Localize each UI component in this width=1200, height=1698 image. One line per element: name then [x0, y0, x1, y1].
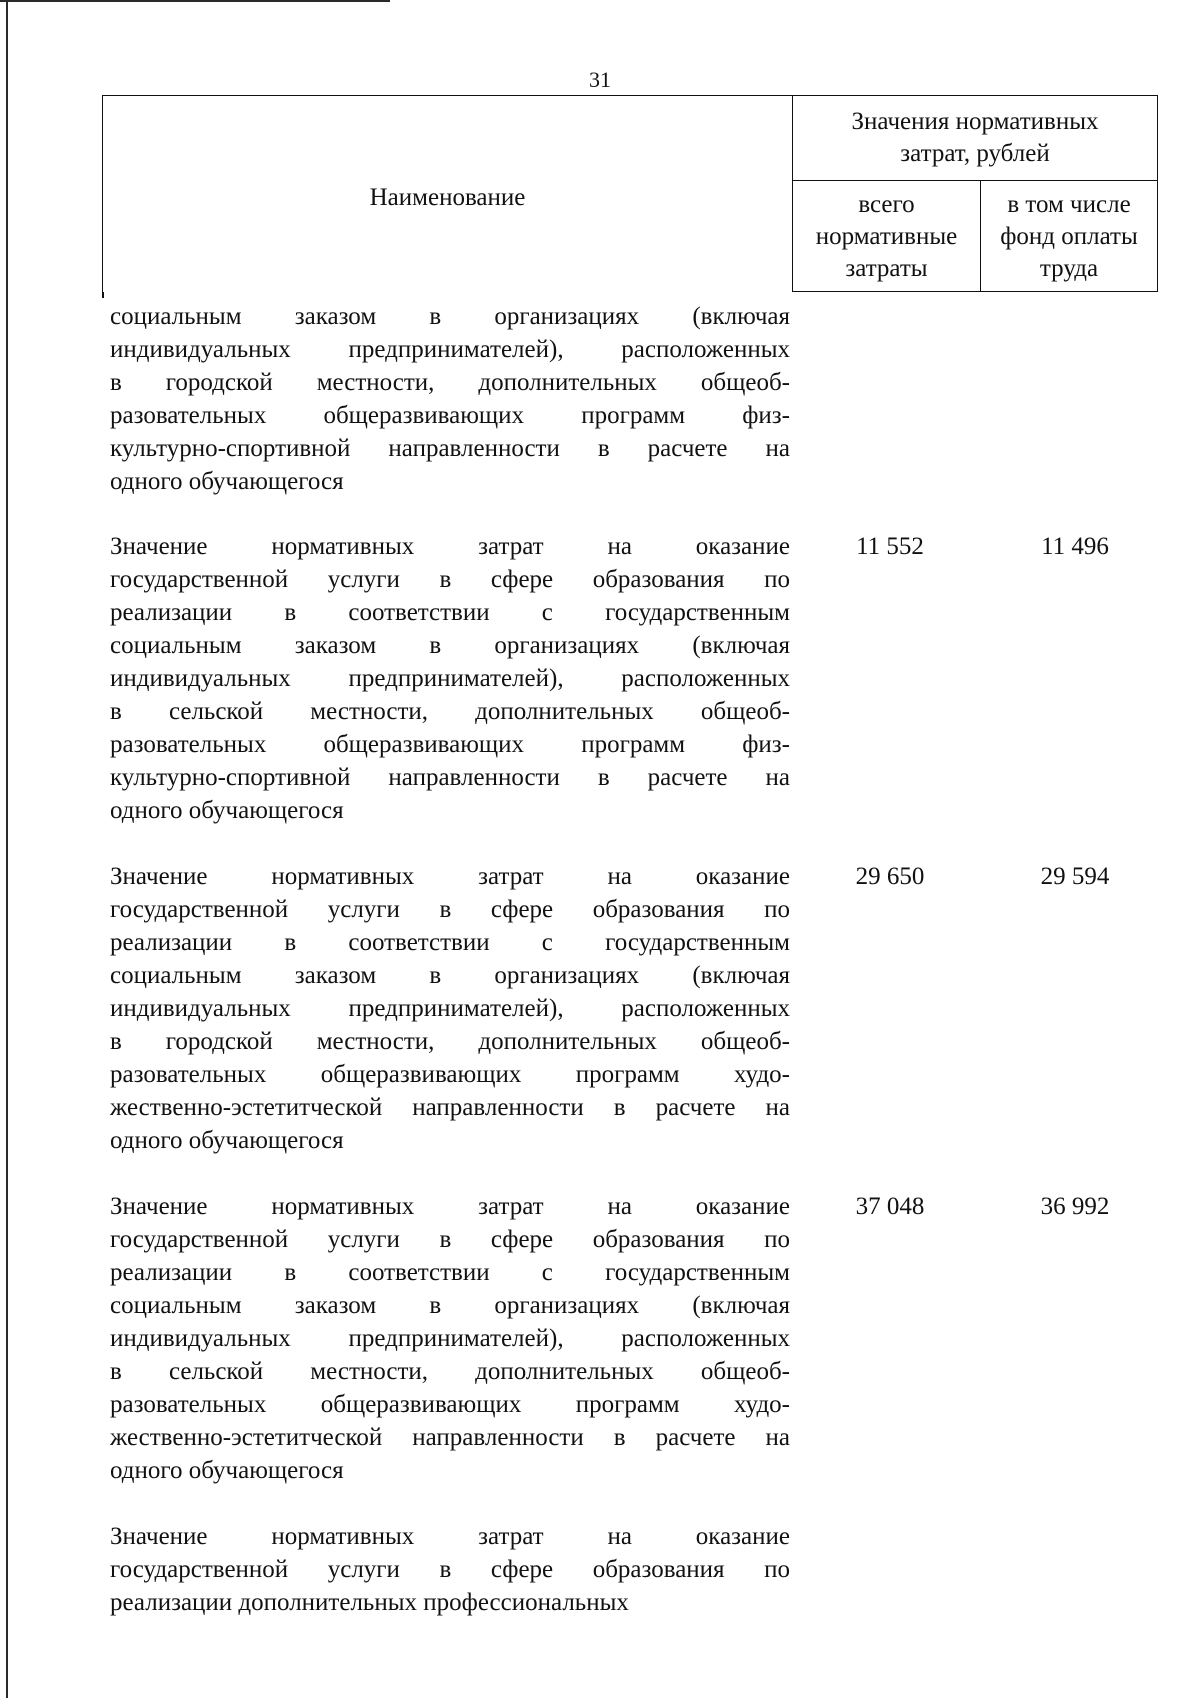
row-name-line: разовательных общеразвивающих программ физ-: [110, 731, 790, 758]
row-name-line: реализации дополнительных профессиональных: [110, 1589, 629, 1616]
row-name-line: жественно-эстетитческой направленности в расчете на: [110, 1424, 790, 1451]
row-name-text: [110, 860, 790, 1157]
row-name-line: разовательных общеразвивающих программ физ-: [110, 402, 790, 429]
table-header: [102, 95, 1158, 292]
total-header-line1: всего: [858, 191, 915, 218]
row-name-line: в городской местности, дополнительных общеоб-: [110, 1028, 790, 1055]
row-name-line: в городской местности, дополнительных общеоб-: [110, 369, 790, 396]
row-name-line: социальным заказом в организациях (включая: [110, 632, 790, 659]
row-name-line: государственной услуги в сфере образования по: [110, 1226, 790, 1253]
row-name-line: индивидуальных предпринимателей), расположенных: [110, 1325, 790, 1352]
table-row: [110, 1190, 790, 1487]
column-header-total: [793, 181, 981, 292]
row-name-text: [110, 1520, 790, 1619]
row-name-line: жественно-эстетитческой направленности в расчете на: [110, 1094, 790, 1121]
column-header-wage-fund: [981, 181, 1158, 292]
row-wage-fund-value: 11 496: [1041, 533, 1109, 560]
wage-header-line1: в том числе: [1007, 191, 1131, 218]
table-row: [110, 1520, 790, 1619]
wage-header-line2: фонд оплаты: [1000, 223, 1138, 250]
values-group-line1: Значения нормативных: [851, 108, 1099, 135]
row-wage-fund-value: 36 992: [1040, 1193, 1110, 1220]
row-name-line: социальным заказом в организациях (включая: [110, 962, 790, 989]
row-name-line: в сельской местности, дополнительных общеоб-: [110, 1358, 790, 1385]
row-name-line: реализации в соответствии с государственным: [110, 929, 790, 956]
row-total-value: 29 650: [855, 863, 925, 890]
column-group-header-values: [793, 96, 1158, 181]
row-name-line: индивидуальных предпринимателей), расположенных: [110, 995, 790, 1022]
row-name-line: разовательных общеразвивающих программ худо-: [110, 1061, 790, 1088]
row-name-line: в сельской местности, дополнительных общеоб-: [110, 698, 790, 725]
row-name-line: государственной услуги в сфере образования по: [110, 1556, 790, 1583]
table-row: [110, 530, 790, 827]
row-name-line: разовательных общеразвивающих программ худо-: [110, 1391, 790, 1418]
row-name-line: Значение нормативных затрат на оказание: [110, 1523, 790, 1550]
row-name-line: Значение нормативных затрат на оказание: [110, 1193, 790, 1220]
table-row: [110, 300, 790, 498]
table-left-rule: [102, 292, 104, 298]
total-header-line2: нормативные: [815, 223, 958, 250]
row-name-line: Значение нормативных затрат на оказание: [110, 863, 790, 890]
row-name-line: одного обучающегося: [110, 797, 344, 824]
row-name-text: [110, 300, 790, 498]
wage-header-line3: труда: [1039, 255, 1099, 282]
values-group-line2: затрат, рублей: [900, 140, 1050, 167]
row-name-line: государственной услуги в сфере образования по: [110, 566, 790, 593]
row-name-line: культурно-спортивной направленности в расчете на: [110, 435, 790, 462]
row-name-line: социальным заказом в организациях (включая: [110, 303, 790, 330]
page-edge-left: [6, 0, 8, 1698]
row-name-line: государственной услуги в сфере образования по: [110, 896, 790, 923]
row-name-line: одного обучающегося: [110, 1127, 344, 1154]
row-name-line: индивидуальных предпринимателей), расположенных: [110, 336, 790, 363]
row-name-line: культурно-спортивной направленности в расчете на: [110, 764, 790, 791]
row-name-text: [110, 1190, 790, 1487]
row-name-line: одного обучающегося: [110, 468, 344, 495]
row-total-value: 11 552: [856, 533, 924, 560]
row-name-line: индивидуальных предпринимателей), расположенных: [110, 665, 790, 692]
row-wage-fund-value: 29 594: [1040, 863, 1110, 890]
row-name-text: [110, 530, 790, 827]
column-header-name-label: Наименование: [369, 184, 526, 211]
page-edge-top: [0, 0, 390, 2]
row-name-line: реализации в соответствии с государственным: [110, 1259, 790, 1286]
row-total-value: 37 048: [855, 1193, 925, 1220]
row-name-line: реализации в соответствии с государственным: [110, 599, 790, 626]
column-header-name: [103, 96, 793, 292]
row-name-line: Значение нормативных затрат на оказание: [110, 533, 790, 560]
table-row: [110, 860, 790, 1157]
row-name-line: социальным заказом в организациях (включая: [110, 1292, 790, 1319]
page-number: 31: [589, 67, 611, 92]
row-name-line: одного обучающегося: [110, 1457, 344, 1484]
total-header-line3: затраты: [845, 255, 928, 282]
